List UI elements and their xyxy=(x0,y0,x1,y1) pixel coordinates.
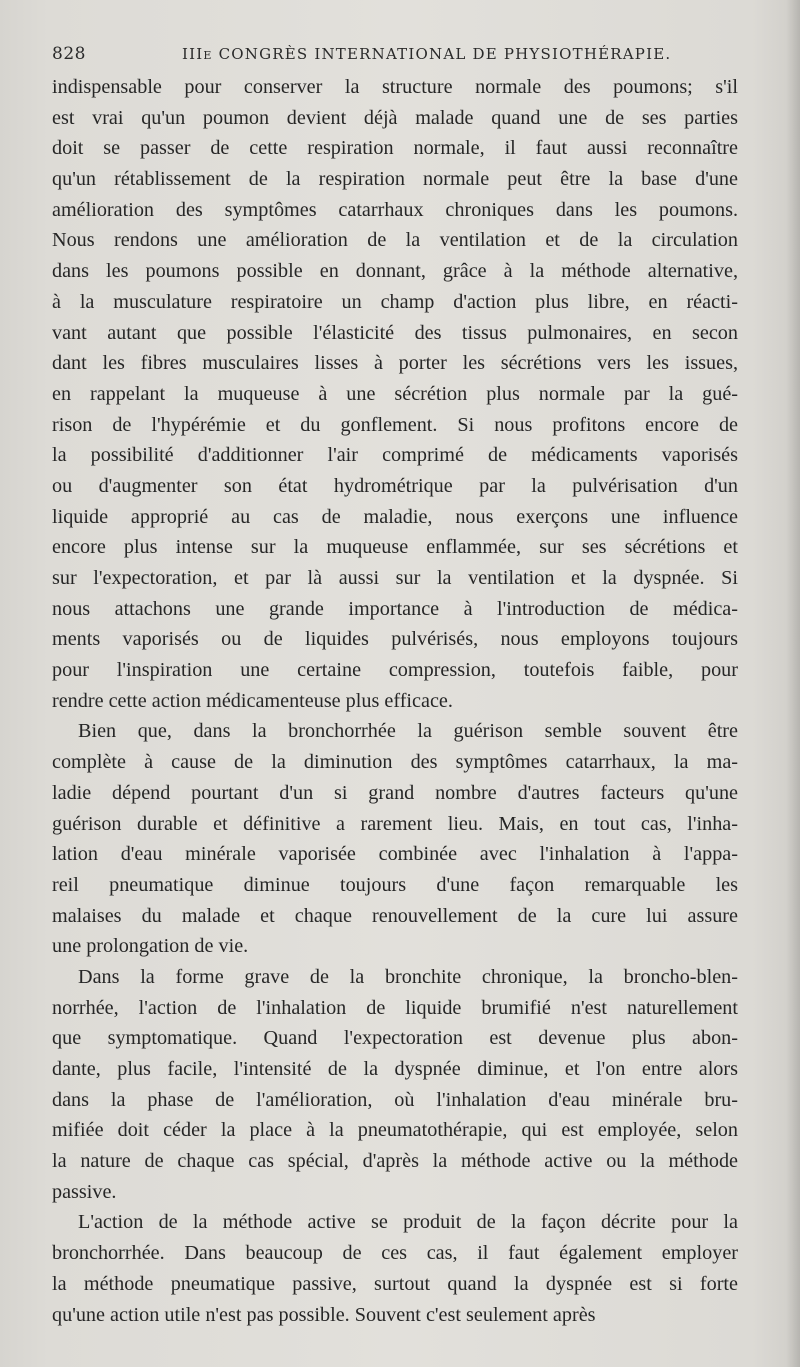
body-text xyxy=(52,72,738,1330)
text-line: indispensable pour conserver la structure normale des poumons; s'il xyxy=(52,76,738,98)
text-line: complète à cause de la diminution des symptômes catarrhaux, la ma- xyxy=(52,751,738,774)
text-line: Bien que, dans la bronchorrhée la guérison semble souvent être xyxy=(78,720,738,743)
text-line: pour l'inspiration une certaine compression, toutefois faible, pour xyxy=(52,659,738,682)
text-line: est vrai qu'un poumon devient déjà malade quand une de ses parties xyxy=(52,106,738,129)
text-line: dans la phase de l'amélioration, où l'inhalation d'eau minérale bru- xyxy=(52,1088,738,1111)
text-line: vant autant que possible l'élasticité des tissus pulmonaires, en secon xyxy=(52,321,738,344)
paragraph xyxy=(52,72,738,716)
text-line: L'action de la méthode active se produit de la façon décrite pour la xyxy=(78,1211,738,1234)
page-edge-shadow xyxy=(786,0,800,1367)
text-line: norrhée, l'action de l'inhalation de liquide brumifié n'est naturellement xyxy=(52,996,738,1019)
text-line: qu'une action utile n'est pas possible. Souvent c'est seulement après xyxy=(52,1303,596,1326)
text-line: dante, plus facile, l'intensité de la dyspnée diminue, et l'on entre alors xyxy=(52,1058,738,1080)
text-line: nous attachons une grande importance à l'introduction de médica- xyxy=(52,597,738,620)
text-line: la possibilité d'additionner l'air comprimé de médicaments vaporisés xyxy=(52,444,738,467)
text-line: encore plus intense sur la muqueuse enflammée, sur ses sécrétions et xyxy=(52,536,738,559)
text-line: bronchorrhée. Dans beaucoup de ces cas, il faut également employer xyxy=(52,1242,738,1265)
text-line: mifiée doit céder la place à la pneumatothérapie, qui est employée, selon xyxy=(52,1119,738,1142)
text-line: la nature de chaque cas spécial, d'après la méthode active ou la méthode xyxy=(52,1150,738,1173)
text-line: ments vaporisés ou de liquides pulvérisés, nous employons toujours xyxy=(52,628,738,651)
text-line: lation d'eau minérale vaporisée combinée avec l'inhalation à l'appa- xyxy=(52,843,738,866)
text-line: rendre cette action médicamenteuse plus efficace. xyxy=(52,689,453,712)
text-line: rison de l'hypérémie et du gonflement. Si nous profitons encore de xyxy=(52,413,738,436)
text-line: malaises du malade et chaque renouvellement de la cure lui assure xyxy=(52,904,738,927)
text-line: que symptomatique. Quand l'expectoration est devenue plus abon- xyxy=(52,1027,738,1050)
text-line: qu'un rétablissement de la respiration normale peut être la base d'une xyxy=(52,168,738,191)
text-line: dans les poumons possible en donnant, grâce à la méthode alternative, xyxy=(52,260,738,283)
text-line: Dans la forme grave de la bronchite chronique, la broncho-blen- xyxy=(78,965,738,988)
page-header xyxy=(52,40,752,68)
text-line: la méthode pneumatique passive, surtout quand la dyspnée est si forte xyxy=(52,1272,738,1295)
text-line: en rappelant la muqueuse à une sécrétion plus normale par la gué- xyxy=(52,382,738,405)
text-line: à la musculature respiratoire un champ d'action plus libre, en réacti- xyxy=(52,290,738,313)
paragraph xyxy=(52,1207,738,1330)
text-line: passive. xyxy=(52,1180,117,1203)
text-line: sur l'expectoration, et par là aussi sur la ventilation et la dyspnée. Si xyxy=(52,567,738,589)
running-title: IIIe CONGRÈS INTERNATIONAL DE PHYSIOTHÉRAPIE. xyxy=(182,45,672,63)
text-line: Nous rendons une amélioration de la ventilation et de la circulation xyxy=(52,229,738,252)
text-line: reil pneumatique diminue toujours d'une façon remarquable les xyxy=(52,873,738,896)
text-line: ou d'augmenter son état hydrométrique par la pulvérisation d'un xyxy=(52,474,738,497)
paragraph xyxy=(52,716,738,962)
text-line: une prolongation de vie. xyxy=(52,935,249,958)
text-line: dant les fibres musculaires lisses à porter les sécrétions vers les issues, xyxy=(52,352,738,375)
text-line: ladie dépend pourtant d'un si grand nombre d'autres facteurs qu'une xyxy=(52,781,738,804)
paragraph xyxy=(52,962,738,1208)
text-line: guérison durable et définitive a rarement lieu. Mais, en tout cas, l'inha- xyxy=(52,812,738,835)
page-number: 828 xyxy=(52,44,86,64)
text-line: liquide approprié au cas de maladie, nous exerçons une influence xyxy=(52,505,738,528)
text-line: amélioration des symptômes catarrhaux chroniques dans les poumons. xyxy=(52,198,738,221)
text-line: doit se passer de cette respiration normale, il faut aussi reconnaître xyxy=(52,137,738,160)
